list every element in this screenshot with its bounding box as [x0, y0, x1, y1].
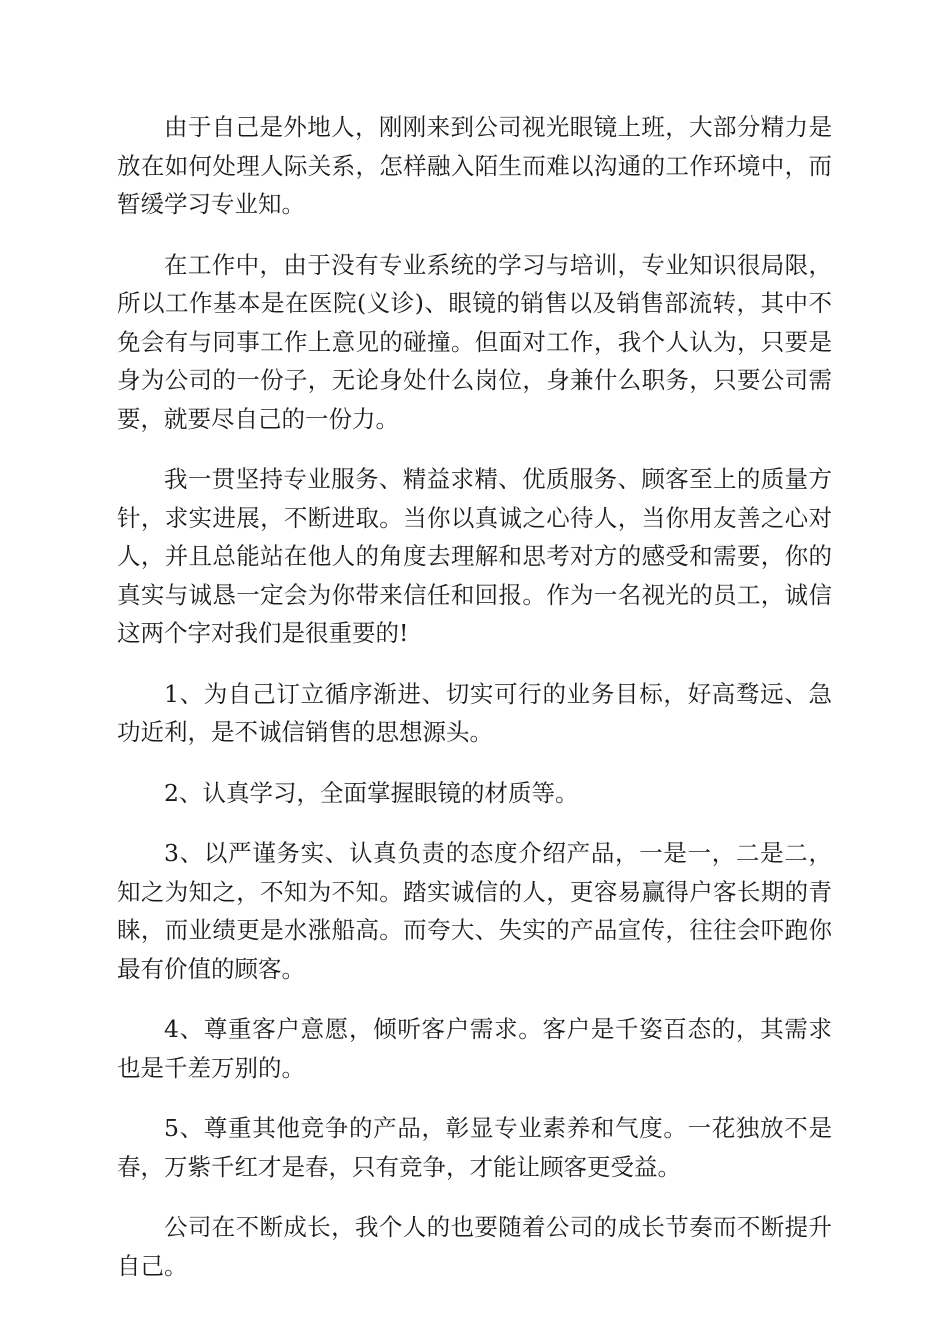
paragraph-service-principle: 我一贯坚持专业服务、精益求精、优质服务、顾客至上的质量方针，求实进展，不断进取。当你以真诚之心待人，当你用友善之心对人，并且总能站在他人的角度去理解和思考对方的感受和需要，你的真实与诚恳一定会为你带来信任和回报。作为一名视光的员工，诚信这两个字对我们是很重要的!: [117, 465, 832, 647]
paragraph-conclusion: 公司在不断成长，我个人的也要随着公司的成长节奏而不断提升自己。: [117, 1213, 832, 1280]
list-item-5: 5、尊重其他竞争的产品，彰显专业素养和气度。一花独放不是春，万紫千红才是春，只有竞争，才能让顾客更受益。: [117, 1114, 832, 1181]
list-item-2: 2、认真学习，全面掌握眼镜的材质等。: [164, 778, 579, 807]
list-item-4: 4、尊重客户意愿，倾听客户需求。客户是千姿百态的，其需求也是千差万别的。: [117, 1015, 832, 1082]
list-item-3: 3、以严谨务实、认真负责的态度介绍产品，一是一，二是二，知之为知之，不知为不知。踏实诚信的人，更容易赢得户客长期的青睐，而业绩更是水涨船高。而夸大、失实的产品宣传，往往会吓跑你最有价值的顾客。: [117, 839, 832, 983]
list-item-1: 1、为自己订立循序渐进、切实可行的业务目标，好高骛远、急功近利，是不诚信销售的思想源头。: [117, 679, 832, 746]
paragraph-intro: 由于自己是外地人，刚刚来到公司视光眼镜上班，大部分精力是放在如何处理人际关系，怎样融入陌生而难以沟通的工作环境中，而暂缓学习专业知。: [117, 113, 832, 218]
paragraph-work: 在工作中，由于没有专业系统的学习与培训，专业知识很局限，所以工作基本是在医院(义诊)、眼镜的销售以及销售部流转，其中不免会有与同事工作上意见的碰撞。但面对工作，我个人认为，只要是身为公司的一份子，无论身处什么岗位，身兼什么职务，只要公司需要，就要尽自己的一份力。: [117, 250, 832, 433]
